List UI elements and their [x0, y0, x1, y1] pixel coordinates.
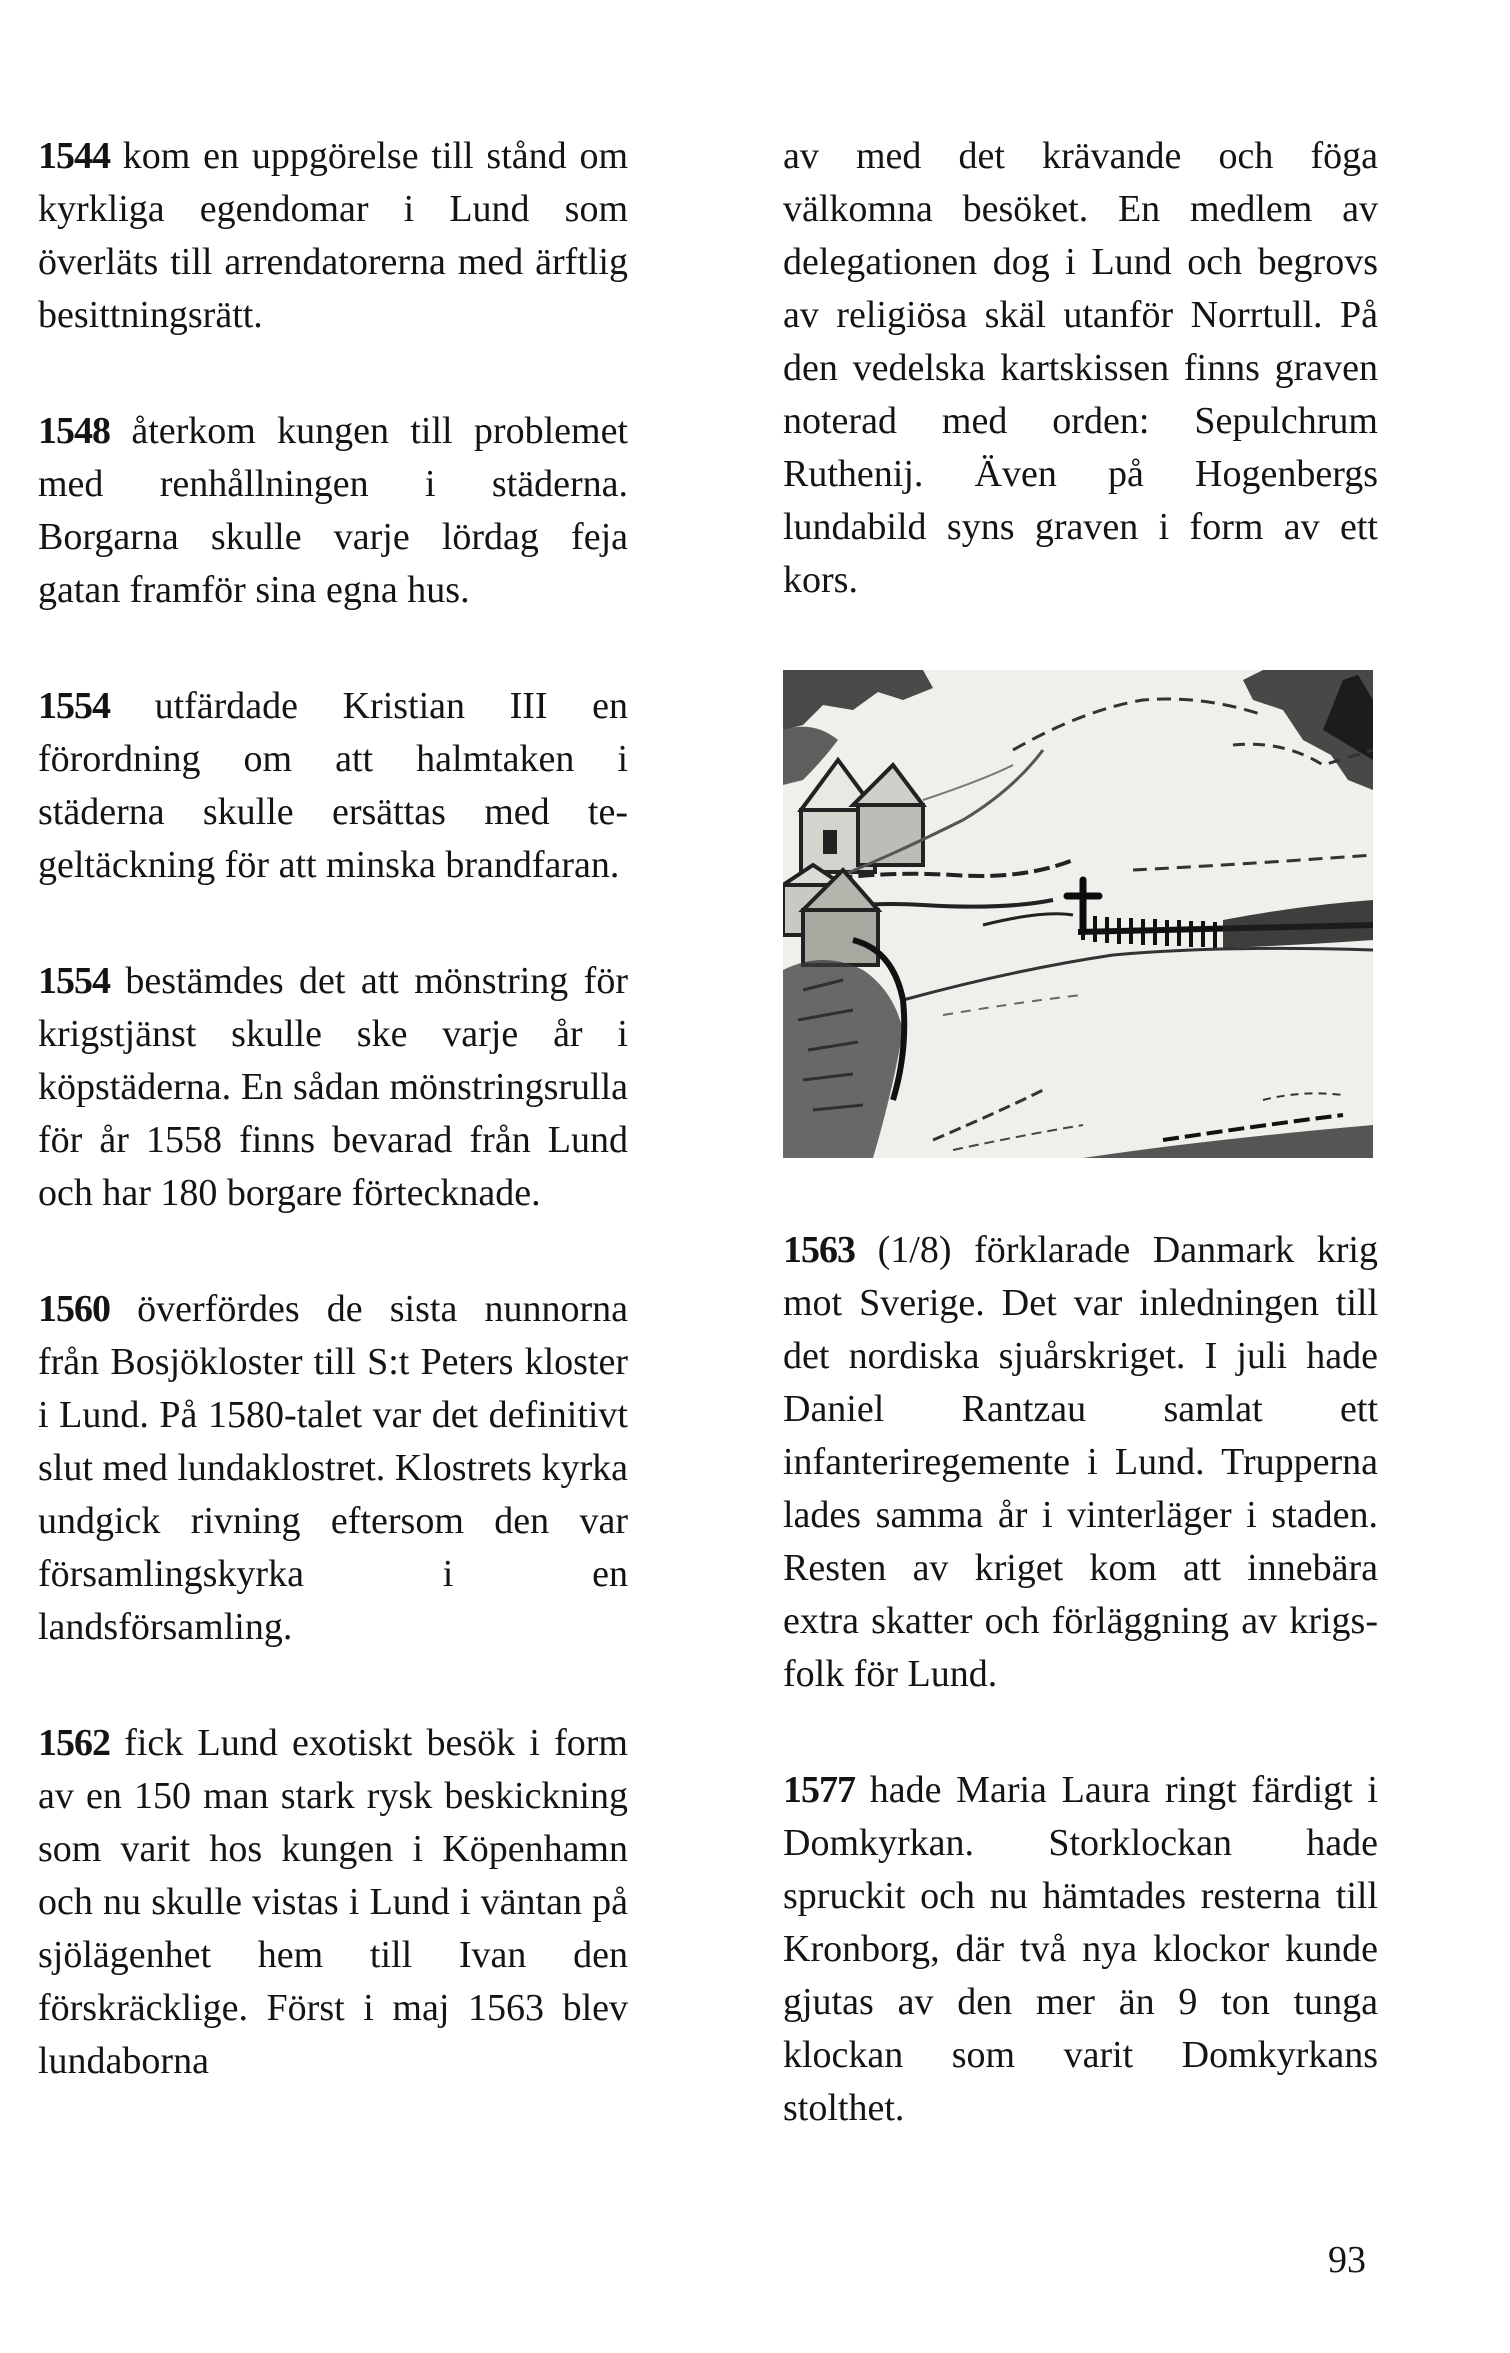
chronicle-entry — [38, 405, 628, 617]
entry-year: 1560 — [38, 1288, 110, 1330]
entry-year: 1548 — [38, 410, 110, 452]
chronicle-entry — [38, 680, 628, 892]
right-column — [783, 130, 1378, 2198]
chronicle-entry — [38, 1283, 628, 1654]
engraving-grave-cross-illustration — [783, 670, 1373, 1158]
entry-text: (1/8) förklarade Danmark krig mot Sverige. Det var inledningen till det nordiska sjuårskriget. I juli hade Daniel Rantzau samlat ett infanteriregemente i Lund. Trupperna lades samma år i vinterläger i staden. Resten av kriget kom att innebära extra skatter och förläggning av krigsfolk för Lund. — [783, 1229, 1378, 1695]
page-number: 93 — [1328, 2239, 1366, 2281]
entry-text: hade Maria Laura ringt färdigt i Domkyrkan. Storklockan hade spruckit och nu hämtades resterna till Kronborg, där två nya klockor kunde gjutas av den mer än 9 ton tunga klockan som varit Domkyrkans stolthet. — [783, 1769, 1378, 2129]
entry-text: bestämdes det att mönstring för krigstjänst skulle ske varje år i köpstäderna. En sådan mönstringsrulla för år 1558 finns bevarad från Lund och har 180 borgare förtecknade. — [38, 960, 628, 1214]
entry-year: 1554 — [38, 685, 110, 727]
entry-text: kom en uppgörelse till stånd om kyrkliga egendomar i Lund som överläts till arrendatorerna med ärftlig besittningsrätt. — [38, 135, 628, 336]
entry-text: återkom kungen till problemet med renhållningen i städerna. Borgarna skulle varje lördag feja gatan framför sina egna hus. — [38, 410, 628, 611]
chronicle-entry — [38, 955, 628, 1220]
continued-entry-text: av med det krävande och föga välkomna besöket. En medlem av delegationen dog i Lund och begrovs av religiösa skäl utanför Norrtull. På den vedelska kartskissen finns graven noterad med orden: Sepulchrum Ruthenij. Även på Hogenbergs lundabild syns graven i form av ett kors. — [783, 135, 1378, 601]
entry-year: 1554 — [38, 960, 110, 1002]
chronicle-entry — [38, 130, 628, 342]
chronicle-entry — [38, 1717, 628, 2088]
entry-text: fick Lund exotiskt besök i form av en 150 man stark rysk beskickning som varit hos kungen i Köpenhamn och nu skulle vistas i Lund i väntan på sjölägenhet hem till Ivan den förskräcklige. Först i maj 1563 blev lundaborna — [38, 1722, 628, 2082]
engraving-grave-cross-icon — [783, 670, 1373, 1158]
chronicle-entry — [783, 1224, 1378, 1701]
entry-text: överfördes de sista nunnorna från Bosjökloster till S:t Peters kloster i Lund. På 1580-talet var det definitivt slut med lundaklostret. Klostrets kyrka undgick rivning eftersom den var församlingskyrka i en landsförsamling. — [38, 1288, 628, 1648]
chronicle-entry — [783, 1764, 1378, 2135]
entry-year: 1563 — [783, 1229, 855, 1271]
entry-year: 1577 — [783, 1769, 855, 1811]
entry-year: 1544 — [38, 135, 110, 177]
left-column — [38, 130, 628, 2151]
entry-year: 1562 — [38, 1722, 110, 1764]
entry-text: utfärdade Kristian III en förordning om att halmtaken i städerna skulle ersättas med tegeltäckning för att minska brandfaran. — [38, 685, 628, 886]
